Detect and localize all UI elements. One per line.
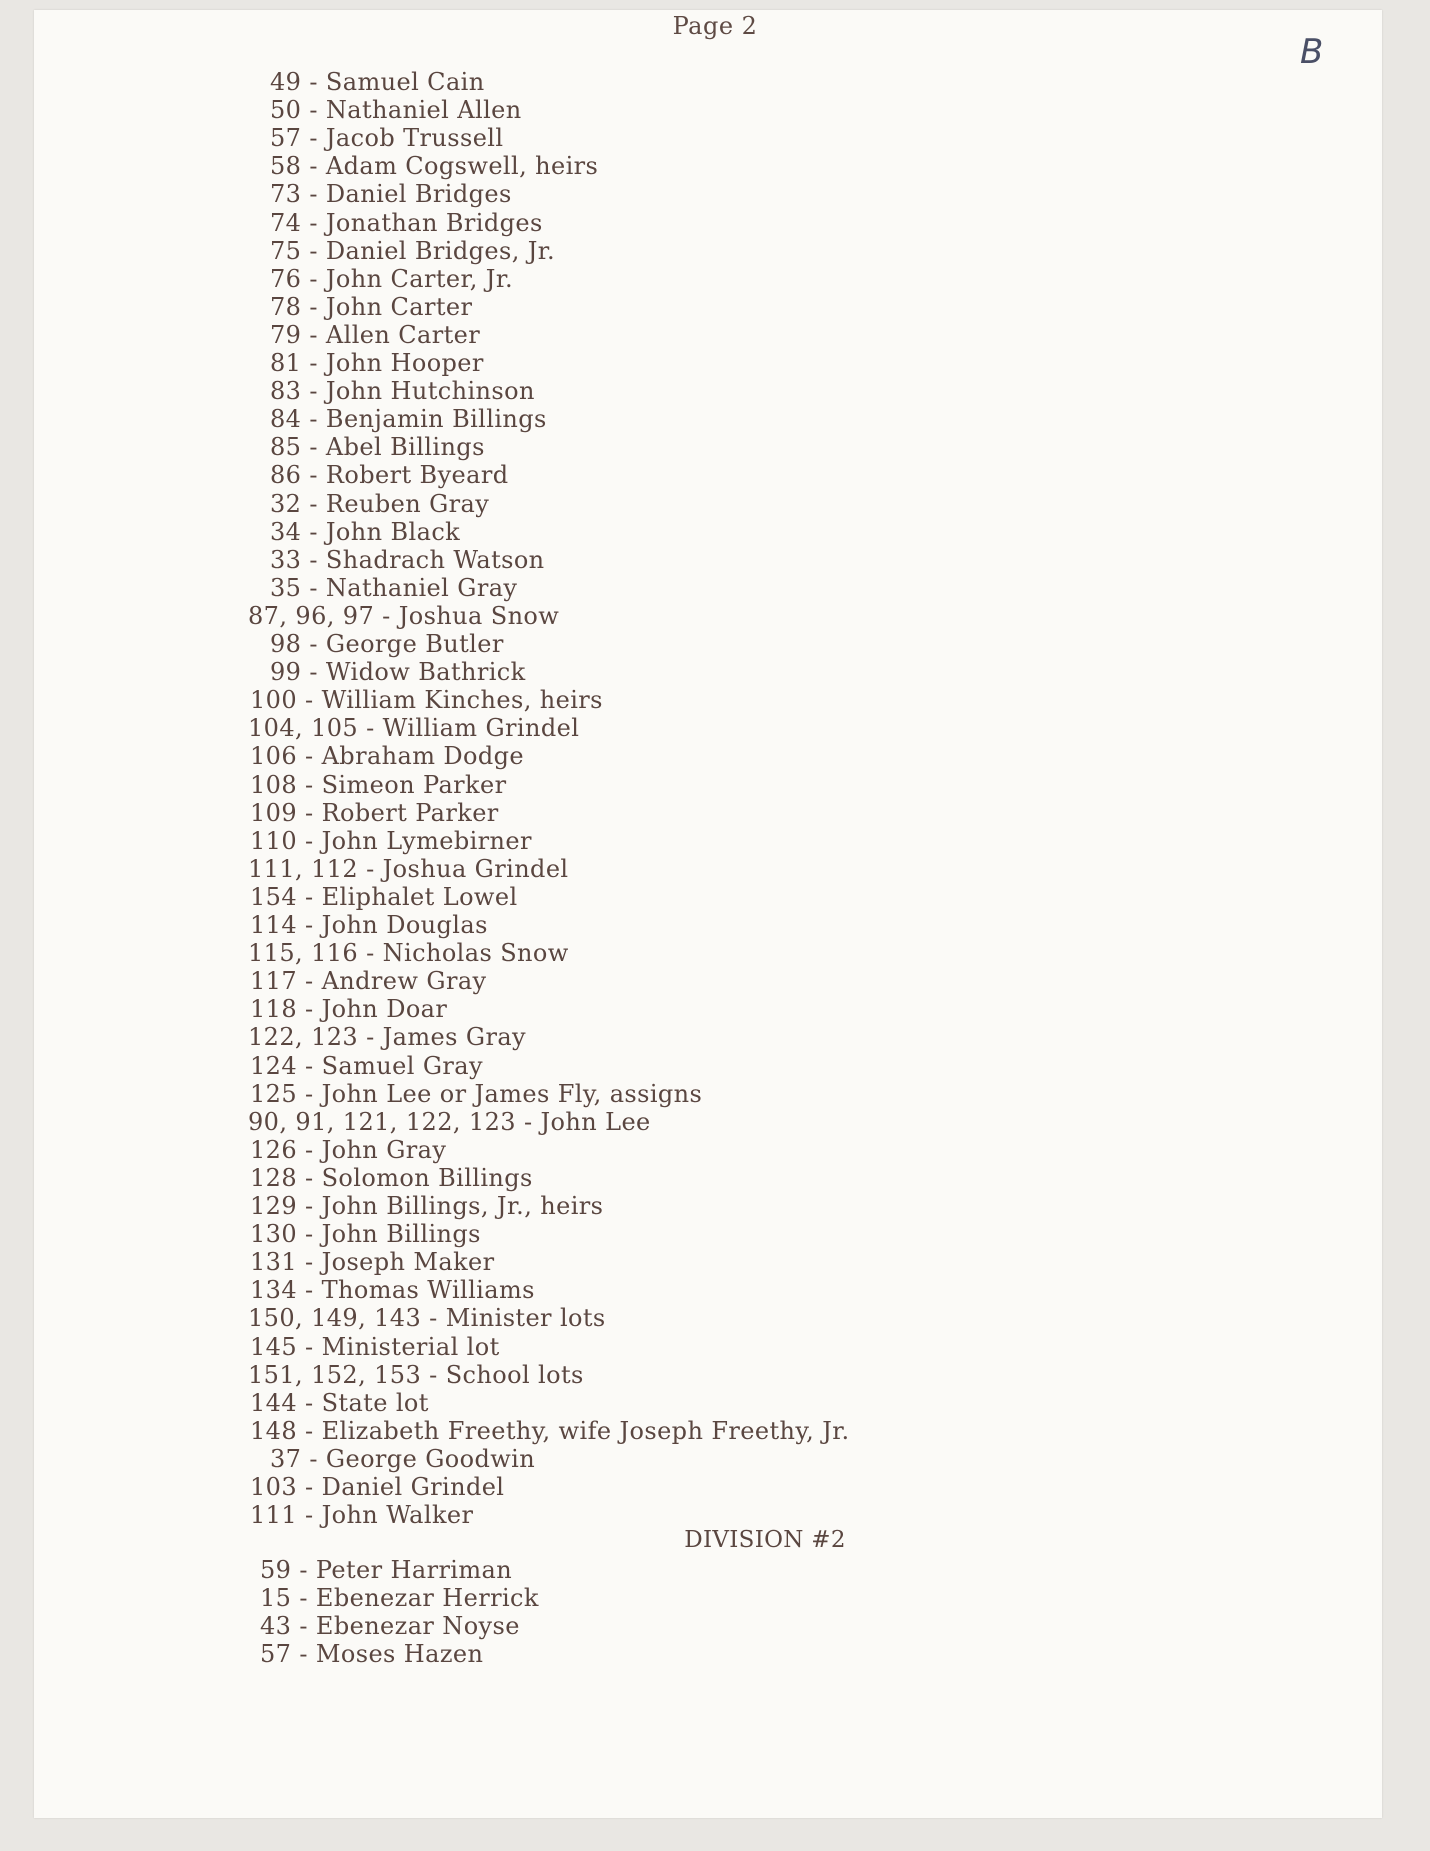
list-item: 83 - John Hutchinson	[270, 377, 535, 406]
list-item: 79 - Allen Carter	[270, 320, 481, 349]
list-item: 129 - John Billings, Jr., heirs	[250, 1192, 604, 1220]
list-item: 110 - John Lymebirner	[250, 826, 532, 855]
list-item: 37 - George Goodwin	[270, 1444, 536, 1473]
list-item: 111 - John Walker	[250, 1501, 474, 1530]
list-item: 144 - State lot	[250, 1388, 429, 1417]
list-item: 49 - Samuel Cain	[270, 68, 485, 96]
page-number: Page 2	[672, 12, 758, 40]
list-item: 73 - Daniel Bridges	[270, 180, 512, 209]
list-item: 104, 105 - William Grindel	[248, 714, 580, 743]
list-item: 32 - Reuben Gray	[270, 489, 490, 518]
list-item: 154 - Eliphalet Lowel	[250, 882, 518, 911]
list-item: 148 - Elizabeth Freethy, wife Joseph Freethy, Jr.	[250, 1416, 850, 1445]
list-item: 130 - John Billings	[250, 1220, 481, 1249]
list-item: 145 - Ministerial lot	[250, 1332, 500, 1361]
list-item: 34 - John Black	[270, 517, 461, 546]
list-item: 99 - Widow Bathrick	[270, 658, 526, 687]
list-item: 111, 112 - Joshua Grindel	[248, 854, 569, 883]
list-item: 150, 149, 143 - Minister lots	[248, 1304, 606, 1333]
list-item: 57 - Moses Hazen	[260, 1640, 484, 1669]
list-item: 90, 91, 121, 122, 123 - John Lee	[248, 1107, 651, 1136]
list-item: 125 - John Lee or James Fly, assigns	[250, 1079, 703, 1108]
list-item: 122, 123 - James Gray	[248, 1023, 526, 1052]
list-item: 15 - Ebenezar Herrick	[260, 1584, 539, 1613]
list-item: 117 - Andrew Gray	[250, 967, 487, 996]
list-item: 86 - Robert Byeard	[270, 461, 509, 490]
list-item: 106 - Abraham Dodge	[250, 742, 525, 771]
list-item: 81 - John Hooper	[270, 349, 484, 377]
list-item: 131 - Joseph Maker	[250, 1248, 495, 1277]
list-item: 58 - Adam Cogswell, heirs	[270, 152, 599, 181]
list-item: 114 - John Douglas	[250, 911, 488, 939]
list-item: 100 - William Kinches, heirs	[250, 686, 603, 715]
list-item: 43 - Ebenezar Noyse	[260, 1612, 520, 1641]
list-item: 33 - Shadrach Watson	[270, 545, 545, 574]
list-item: 85 - Abel Billings	[270, 433, 485, 462]
list-item: 151, 152, 153 - School lots	[248, 1360, 584, 1389]
list-item: 78 - John Carter	[270, 292, 473, 321]
list-item: 98 - George Butler	[270, 630, 504, 658]
handwritten-mark: B	[1300, 32, 1324, 72]
list-item: 124 - Samuel Gray	[250, 1051, 483, 1080]
list-item: 103 - Daniel Grindel	[250, 1473, 505, 1501]
list-item: 108 - Simeon Parker	[250, 770, 507, 799]
list-item: 84 - Benjamin Billings	[270, 405, 547, 434]
list-item: 128 - Solomon Billings	[250, 1163, 533, 1192]
list-item: 109 - Robert Parker	[250, 798, 499, 827]
list-item: 118 - John Doar	[250, 995, 448, 1024]
list-item: 76 - John Carter, Jr.	[270, 264, 514, 293]
list-item: 50 - Nathaniel Allen	[270, 96, 522, 125]
list-item: 126 - John Gray	[250, 1135, 447, 1164]
list-item: 35 - Nathaniel Gray	[270, 573, 518, 602]
list-item: 115, 116 - Nicholas Snow	[248, 939, 569, 968]
list-item: 134 - Thomas Williams	[250, 1276, 535, 1305]
list-item: 87, 96, 97 - Joshua Snow	[248, 601, 560, 630]
list-item: 59 - Peter Harriman	[260, 1556, 513, 1584]
list-item: 75 - Daniel Bridges, Jr.	[270, 236, 556, 265]
division-heading: DIVISION #2	[684, 1527, 846, 1553]
list-item: 74 - Jonathan Bridges	[270, 208, 543, 237]
list-item: 57 - Jacob Trussell	[270, 124, 504, 153]
